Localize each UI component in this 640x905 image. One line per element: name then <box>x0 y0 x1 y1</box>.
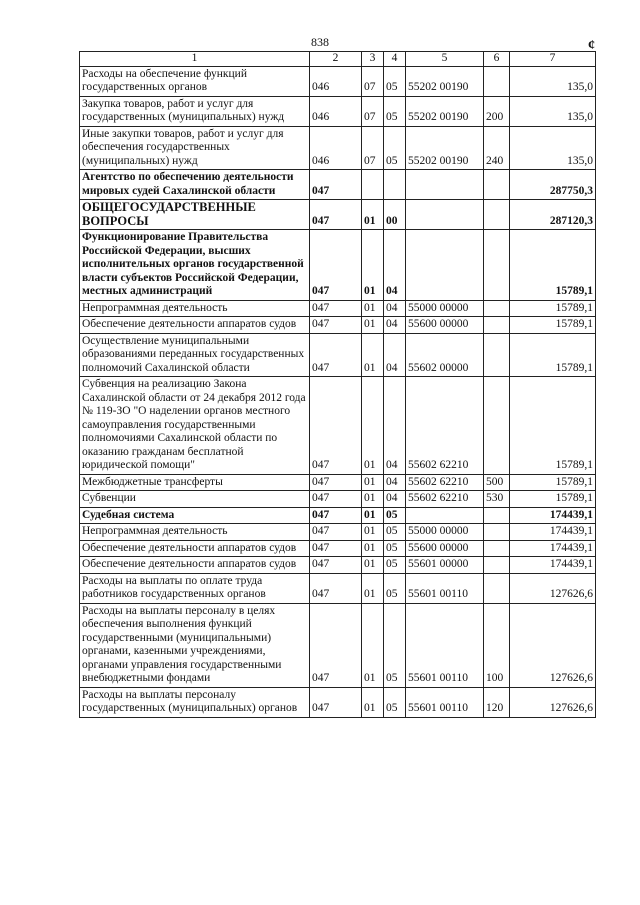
row-cell-c6 <box>484 573 510 603</box>
row-name-cell: Обеспечение деятельности аппаратов судов <box>80 557 310 574</box>
row-cell-c2: 047 <box>310 491 362 508</box>
row-name-cell: Функционирование Правительства Российской Федерации, высших исполнительных органов государственной власти субъектов Российской Федерации, местных администраций <box>80 230 310 301</box>
row-name-cell: Непрограммная деятельность <box>80 524 310 541</box>
row-cell-c3 <box>362 170 384 200</box>
row-cell-c5 <box>406 170 484 200</box>
row-cell-c6 <box>484 524 510 541</box>
row-cell-c5: 55600 00000 <box>406 540 484 557</box>
row-cell-c4: 05 <box>384 573 406 603</box>
row-cell-c6: 500 <box>484 474 510 491</box>
row-cell-c6: 530 <box>484 491 510 508</box>
row-cell-c4: 04 <box>384 333 406 377</box>
row-cell-c3: 07 <box>362 126 384 170</box>
table-row <box>80 317 596 334</box>
row-cell-c7: 127626,6 <box>510 687 596 717</box>
row-cell-c5: 55600 00000 <box>406 317 484 334</box>
row-cell-c3: 07 <box>362 66 384 96</box>
table-row <box>80 126 596 170</box>
row-cell-c7: 15789,1 <box>510 474 596 491</box>
row-cell-c5: 55602 62210 <box>406 491 484 508</box>
row-cell-c7: 174439,1 <box>510 524 596 541</box>
row-cell-c7: 287750,3 <box>510 170 596 200</box>
row-cell-c7: 174439,1 <box>510 540 596 557</box>
row-cell-c3: 01 <box>362 200 384 230</box>
row-name-cell: Обеспечение деятельности аппаратов судов <box>80 540 310 557</box>
header-col-7: 7 <box>510 52 596 67</box>
row-cell-c5 <box>406 230 484 301</box>
row-cell-c2: 047 <box>310 317 362 334</box>
row-cell-c4: 00 <box>384 200 406 230</box>
row-cell-c6 <box>484 557 510 574</box>
row-cell-c3: 01 <box>362 687 384 717</box>
row-cell-c3: 01 <box>362 540 384 557</box>
row-cell-c4: 04 <box>384 474 406 491</box>
row-name-cell: Судебная система <box>80 507 310 524</box>
table-row <box>80 524 596 541</box>
row-cell-c2: 047 <box>310 377 362 475</box>
row-cell-c2: 047 <box>310 200 362 230</box>
table-body <box>80 66 596 717</box>
row-cell-c7: 15789,1 <box>510 230 596 301</box>
row-cell-c6 <box>484 170 510 200</box>
row-cell-c7: 135,0 <box>510 66 596 96</box>
row-cell-c3: 01 <box>362 300 384 317</box>
header-col-6: 6 <box>484 52 510 67</box>
row-cell-c5: 55602 62210 <box>406 377 484 475</box>
row-cell-c2: 046 <box>310 126 362 170</box>
row-cell-c4: 05 <box>384 96 406 126</box>
row-cell-c6 <box>484 507 510 524</box>
row-cell-c5: 55601 00110 <box>406 573 484 603</box>
row-cell-c3: 01 <box>362 557 384 574</box>
row-cell-c7: 15789,1 <box>510 491 596 508</box>
row-cell-c3: 01 <box>362 317 384 334</box>
row-cell-c2: 047 <box>310 540 362 557</box>
row-name-cell: Агентство по обеспечению деятельности мировых судей Сахалинской области <box>80 170 310 200</box>
row-name-cell: Закупка товаров, работ и услуг для государственных (муниципальных) нужд <box>80 96 310 126</box>
table-row <box>80 507 596 524</box>
page-number: 838 <box>311 35 329 49</box>
row-cell-c6: 120 <box>484 687 510 717</box>
table-row <box>80 474 596 491</box>
row-cell-c2: 047 <box>310 524 362 541</box>
table-row <box>80 96 596 126</box>
row-cell-c2: 047 <box>310 687 362 717</box>
row-cell-c7: 15789,1 <box>510 317 596 334</box>
row-cell-c3: 01 <box>362 507 384 524</box>
row-cell-c6 <box>484 540 510 557</box>
table-row <box>80 603 596 687</box>
table-row <box>80 200 596 230</box>
row-name-cell: Непрограммная деятельность <box>80 300 310 317</box>
row-cell-c4: 04 <box>384 230 406 301</box>
row-cell-c4: 04 <box>384 377 406 475</box>
row-cell-c7: 15789,1 <box>510 333 596 377</box>
row-name-cell: Обеспечение деятельности аппаратов судов <box>80 317 310 334</box>
row-cell-c4: 04 <box>384 300 406 317</box>
header-row <box>80 52 596 67</box>
row-name-cell: Расходы на выплаты персоналу государственных (муниципальных) органов <box>80 687 310 717</box>
row-cell-c5: 55202 00190 <box>406 66 484 96</box>
row-cell-c2: 047 <box>310 474 362 491</box>
row-cell-c4: 05 <box>384 557 406 574</box>
header-col-2: 2 <box>310 52 362 67</box>
row-cell-c6: 100 <box>484 603 510 687</box>
row-cell-c4: 05 <box>384 126 406 170</box>
row-cell-c2: 047 <box>310 230 362 301</box>
row-cell-c2: 047 <box>310 333 362 377</box>
table-row <box>80 540 596 557</box>
row-cell-c4 <box>384 170 406 200</box>
row-name-cell: Иные закупки товаров, работ и услуг для обеспечения государственных (муниципальных) нужд <box>80 126 310 170</box>
row-cell-c4: 05 <box>384 66 406 96</box>
row-cell-c6 <box>484 66 510 96</box>
row-cell-c5: 55601 00110 <box>406 603 484 687</box>
row-name-cell: Расходы на выплаты персоналу в целях обеспечения выполнения функций государственными (муниципальными) органами, казенными учреждениями, органами управления государственными внебюджетными фондами <box>80 603 310 687</box>
row-name-cell: Осуществление муниципальными образованиями переданных государственных полномочий Сахалинской области <box>80 333 310 377</box>
row-cell-c4: 05 <box>384 687 406 717</box>
row-cell-c3: 01 <box>362 333 384 377</box>
table-row <box>80 557 596 574</box>
header-col-1: 1 <box>80 52 310 67</box>
row-name-cell: ОБЩЕГОСУДАРСТВЕННЫЕ ВОПРОСЫ <box>80 200 310 230</box>
row-cell-c5: 55000 00000 <box>406 300 484 317</box>
row-cell-c2: 047 <box>310 300 362 317</box>
row-cell-c7: 127626,6 <box>510 603 596 687</box>
row-cell-c4: 05 <box>384 603 406 687</box>
row-cell-c4: 05 <box>384 524 406 541</box>
row-cell-c3: 01 <box>362 573 384 603</box>
table-row <box>80 170 596 200</box>
row-cell-c2: 047 <box>310 573 362 603</box>
row-cell-c3: 01 <box>362 377 384 475</box>
row-cell-c7: 174439,1 <box>510 557 596 574</box>
header-col-5: 5 <box>406 52 484 67</box>
row-cell-c7: 15789,1 <box>510 300 596 317</box>
table-row <box>80 573 596 603</box>
table-row <box>80 230 596 301</box>
row-cell-c2: 047 <box>310 507 362 524</box>
row-cell-c5 <box>406 200 484 230</box>
table-row <box>80 377 596 475</box>
row-cell-c7: 135,0 <box>510 96 596 126</box>
table-row <box>80 300 596 317</box>
row-name-cell: Субвенции <box>80 491 310 508</box>
corner-mark: ¢ <box>588 38 595 53</box>
row-cell-c7: 174439,1 <box>510 507 596 524</box>
budget-table <box>79 51 596 718</box>
row-cell-c5: 55202 00190 <box>406 96 484 126</box>
row-cell-c6 <box>484 377 510 475</box>
row-cell-c4: 05 <box>384 540 406 557</box>
row-cell-c5: 55202 00190 <box>406 126 484 170</box>
row-cell-c3: 01 <box>362 474 384 491</box>
row-cell-c7: 287120,3 <box>510 200 596 230</box>
row-cell-c6 <box>484 230 510 301</box>
row-cell-c6 <box>484 317 510 334</box>
row-cell-c5: 55601 00000 <box>406 557 484 574</box>
row-cell-c3: 01 <box>362 603 384 687</box>
row-cell-c5: 55602 62210 <box>406 474 484 491</box>
table-row <box>80 491 596 508</box>
row-cell-c5: 55601 00110 <box>406 687 484 717</box>
row-cell-c3: 01 <box>362 524 384 541</box>
row-cell-c4: 05 <box>384 507 406 524</box>
row-cell-c6 <box>484 200 510 230</box>
row-cell-c3: 01 <box>362 491 384 508</box>
row-cell-c6 <box>484 333 510 377</box>
row-cell-c3: 01 <box>362 230 384 301</box>
row-cell-c5: 55000 00000 <box>406 524 484 541</box>
row-cell-c6 <box>484 300 510 317</box>
row-cell-c5 <box>406 507 484 524</box>
row-name-cell: Расходы на выплаты по оплате труда работников государственных органов <box>80 573 310 603</box>
row-cell-c7: 135,0 <box>510 126 596 170</box>
header-col-3: 3 <box>362 52 384 67</box>
row-cell-c2: 047 <box>310 557 362 574</box>
row-cell-c7: 127626,6 <box>510 573 596 603</box>
row-name-cell: Субвенция на реализацию Закона Сахалинской области от 24 декабря 2012 года № 119-ЗО "О наделении органов местного самоуправления государственными полномочиями Сахалинской области по оказанию гражданам бесплатной юридической помощи" <box>80 377 310 475</box>
row-name-cell: Межбюджетные трансферты <box>80 474 310 491</box>
row-cell-c6: 240 <box>484 126 510 170</box>
row-cell-c3: 07 <box>362 96 384 126</box>
row-name-cell: Расходы на обеспечение функций государственных органов <box>80 66 310 96</box>
table-row <box>80 687 596 717</box>
table-row <box>80 333 596 377</box>
row-cell-c5: 55602 00000 <box>406 333 484 377</box>
table-row <box>80 66 596 96</box>
row-cell-c2: 047 <box>310 170 362 200</box>
row-cell-c2: 046 <box>310 66 362 96</box>
row-cell-c4: 04 <box>384 491 406 508</box>
header-col-4: 4 <box>384 52 406 67</box>
row-cell-c4: 04 <box>384 317 406 334</box>
row-cell-c2: 047 <box>310 603 362 687</box>
row-cell-c7: 15789,1 <box>510 377 596 475</box>
row-cell-c2: 046 <box>310 96 362 126</box>
row-cell-c6: 200 <box>484 96 510 126</box>
